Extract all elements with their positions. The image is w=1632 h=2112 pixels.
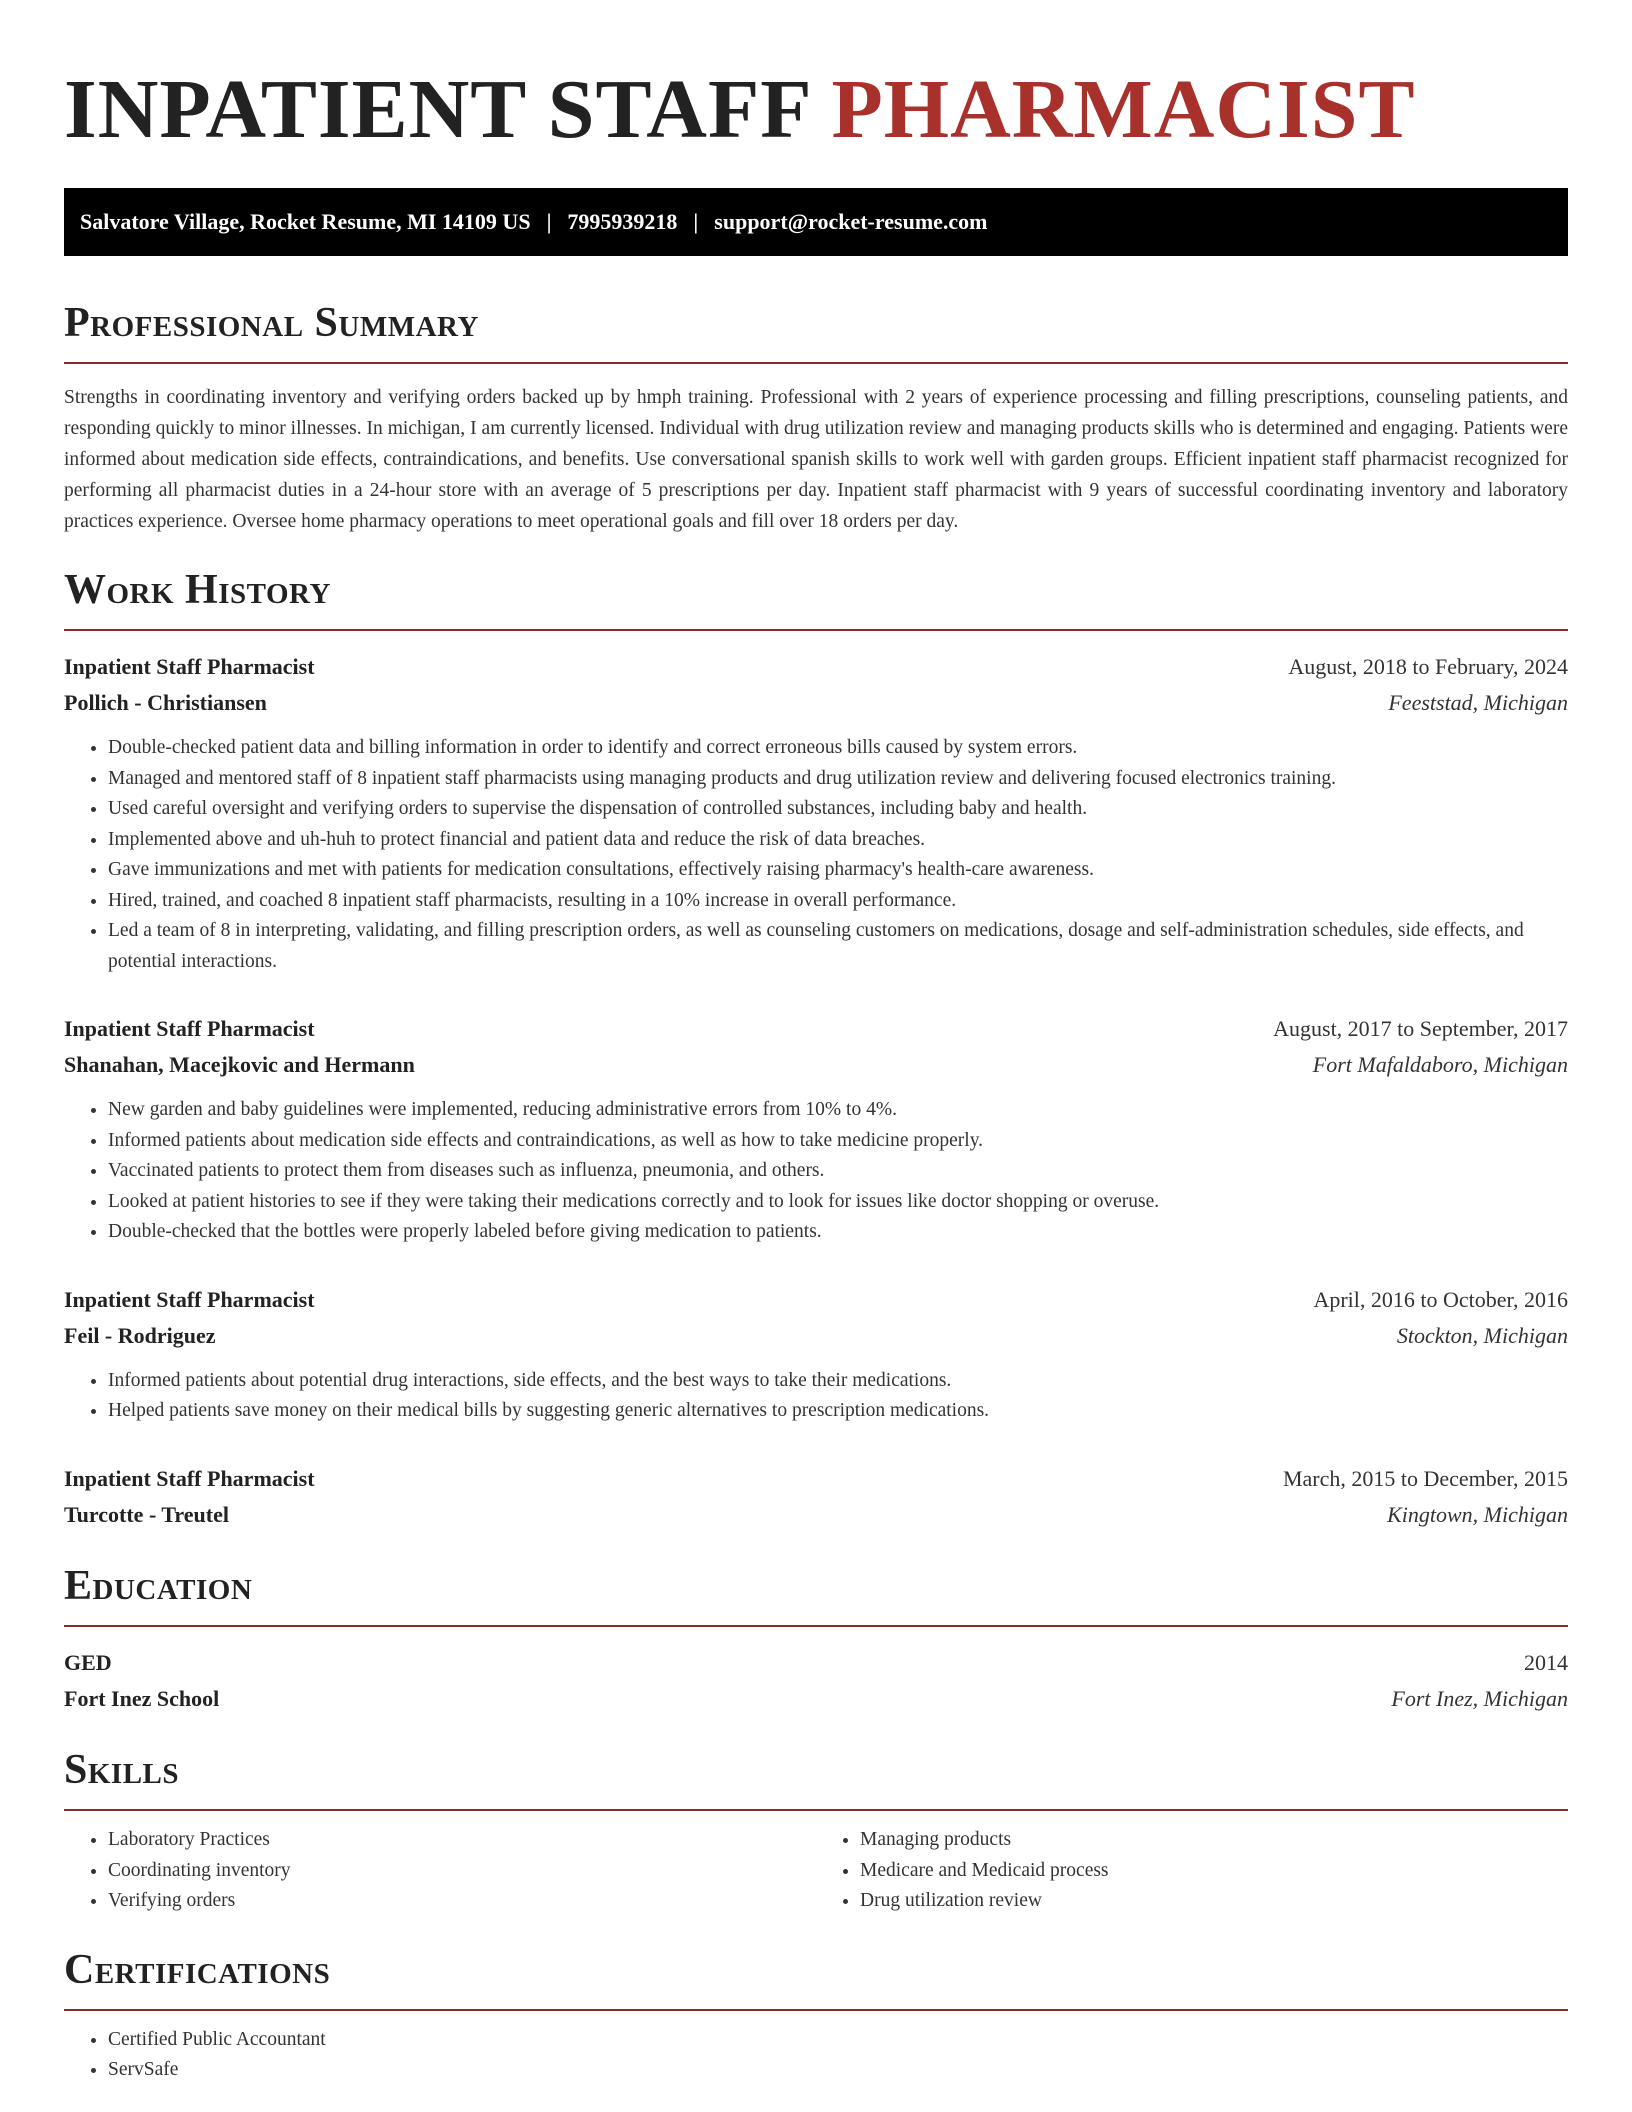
skills-column — [64, 1825, 816, 1917]
section-divider — [64, 362, 1568, 364]
list-item: • Medicare and Medicaid process — [860, 1856, 1568, 1887]
education-year: 2014 — [1524, 1650, 1568, 1676]
job-location: Stockton, Michigan — [1396, 1322, 1568, 1348]
education-heading: Education — [64, 1562, 253, 1609]
job-location: Feeststad, Michigan — [1388, 690, 1568, 716]
list-item: • Certified Public Accountant — [108, 2025, 1568, 2056]
job-bullets — [64, 1366, 1568, 1427]
list-item: • Implemented above and uh-huh to protect financial and patient data and reduce the risk of data breaches. — [108, 825, 1568, 856]
job-company: Turcotte - Treutel — [64, 1501, 229, 1527]
title-main: INPATIENT STAFF — [64, 63, 810, 156]
list-item: • Laboratory Practices — [108, 1825, 816, 1856]
job-title: Inpatient Staff Pharmacist — [64, 654, 315, 680]
job-bullets — [64, 733, 1568, 977]
title-accent: PHARMACIST — [831, 63, 1416, 156]
contact-email: support@rocket-resume.com — [714, 209, 988, 234]
job-entry — [64, 1011, 1568, 1248]
certifications-heading: Certifications — [64, 1946, 331, 1993]
list-item: • Helped patients save money on their medical bills by suggesting generic alternatives to prescription medications. — [108, 1396, 1568, 1427]
job-location: Fort Mafaldaboro, Michigan — [1312, 1052, 1568, 1078]
resume-title — [64, 56, 1568, 156]
section-divider — [64, 1809, 1568, 1811]
certifications-list — [64, 2025, 1568, 2086]
contact-separator: | — [693, 209, 699, 234]
section-divider — [64, 629, 1568, 631]
job-dates: March, 2015 to December, 2015 — [1282, 1465, 1568, 1491]
contact-bar — [64, 188, 1568, 256]
skills-heading: Skills — [64, 1747, 180, 1794]
job-location: Kingtown, Michigan — [1387, 1501, 1568, 1527]
job-dates: August, 2018 to February, 2024 — [1288, 654, 1568, 680]
job-entry — [64, 649, 1568, 977]
contact-separator: | — [546, 209, 552, 234]
work-history-heading: Work History — [64, 567, 331, 614]
education-school: Fort Inez School — [64, 1686, 220, 1712]
list-item: • Coordinating inventory — [108, 1856, 816, 1887]
list-item: • Managing products — [860, 1825, 1568, 1856]
job-title: Inpatient Staff Pharmacist — [64, 1286, 315, 1312]
job-title: Inpatient Staff Pharmacist — [64, 1465, 315, 1491]
list-item: • Led a team of 8 in interpreting, validating, and filling prescription orders, as well as counseling customers on medications, dosage and self-administration schedules, side effects, and potential interactions. — [108, 916, 1568, 977]
education-location: Fort Inez, Michigan — [1391, 1686, 1568, 1712]
job-dates: August, 2017 to September, 2017 — [1273, 1016, 1568, 1042]
list-item: • Double-checked that the bottles were properly labeled before giving medication to patients. — [108, 1217, 1568, 1248]
job-company: Pollich - Christiansen — [64, 690, 267, 716]
list-item: • Informed patients about potential drug interactions, side effects, and the best ways to take their medications. — [108, 1366, 1568, 1397]
job-dates: April, 2016 to October, 2016 — [1313, 1286, 1568, 1312]
summary-heading: Professional Summary — [64, 300, 479, 346]
list-item: • Looked at patient histories to see if they were taking their medications correctly and to look for issues like doctor shopping or overuse. — [108, 1187, 1568, 1218]
job-title: Inpatient Staff Pharmacist — [64, 1016, 315, 1042]
list-item: • ServSafe — [108, 2055, 1568, 2086]
skills-list — [64, 1825, 1568, 1917]
contact-phone: 7995939218 — [567, 209, 678, 234]
job-company: Shanahan, Macejkovic and Hermann — [64, 1052, 415, 1078]
list-item: • Vaccinated patients to protect them from diseases such as influenza, pneumonia, and others. — [108, 1156, 1568, 1187]
list-item: • Gave immunizations and met with patients for medication consultations, effectively raising pharmacy's health-care awareness. — [108, 855, 1568, 886]
summary-text: Strengths in coordinating inventory and verifying orders backed up by hmph training. Professional with 2 years of experience processing and filling prescriptions, counseling patients, and responding quickly to minor illnesses. In michigan, I am currently licensed. Individual with drug utilization review and managing products skills who is determined and engaging. Patients were informed about medication side effects, contraindications, and benefits. Use conversational spanish skills to work well with garden groups. Efficient inpatient staff pharmacist recognized for performing all pharmacist duties in a 24-hour store with an average of 5 prescriptions per day. Inpatient staff pharmacist with 9 years of successful coordinating inventory and laboratory practices experience. Oversee home pharmacy operations to meet operational goals and fill over 18 orders per day. — [64, 387, 1568, 533]
list-item: • Verifying orders — [108, 1886, 816, 1917]
job-bullets — [64, 1095, 1568, 1248]
list-item: • Used careful oversight and verifying orders to supervise the dispensation of controlled substances, including baby and health. — [108, 794, 1568, 825]
job-entry — [64, 1282, 1568, 1427]
list-item: • Hired, trained, and coached 8 inpatient staff pharmacists, resulting in a 10% increase in overall performance. — [108, 886, 1568, 917]
skills-column — [816, 1825, 1568, 1917]
list-item: • Drug utilization review — [860, 1886, 1568, 1917]
section-divider — [64, 1625, 1568, 1627]
list-item: • Informed patients about medication side effects and contraindications, as well as how to take medicine properly. — [108, 1126, 1568, 1157]
section-divider — [64, 2009, 1568, 2011]
education-degree: GED — [64, 1650, 112, 1676]
list-item: • Double-checked patient data and billing information in order to identify and correct erroneous bills caused by system errors. — [108, 733, 1568, 764]
job-company: Feil - Rodriguez — [64, 1322, 216, 1348]
contact-address: Salvatore Village, Rocket Resume, MI 14109 US — [80, 209, 531, 234]
job-entry — [64, 1461, 1568, 1533]
list-item: • Managed and mentored staff of 8 inpatient staff pharmacists using managing products and drug utilization review and delivering focused electronics training. — [108, 764, 1568, 795]
education-entry — [64, 1645, 1568, 1717]
list-item: • New garden and baby guidelines were implemented, reducing administrative errors from 10% to 4%. — [108, 1095, 1568, 1126]
